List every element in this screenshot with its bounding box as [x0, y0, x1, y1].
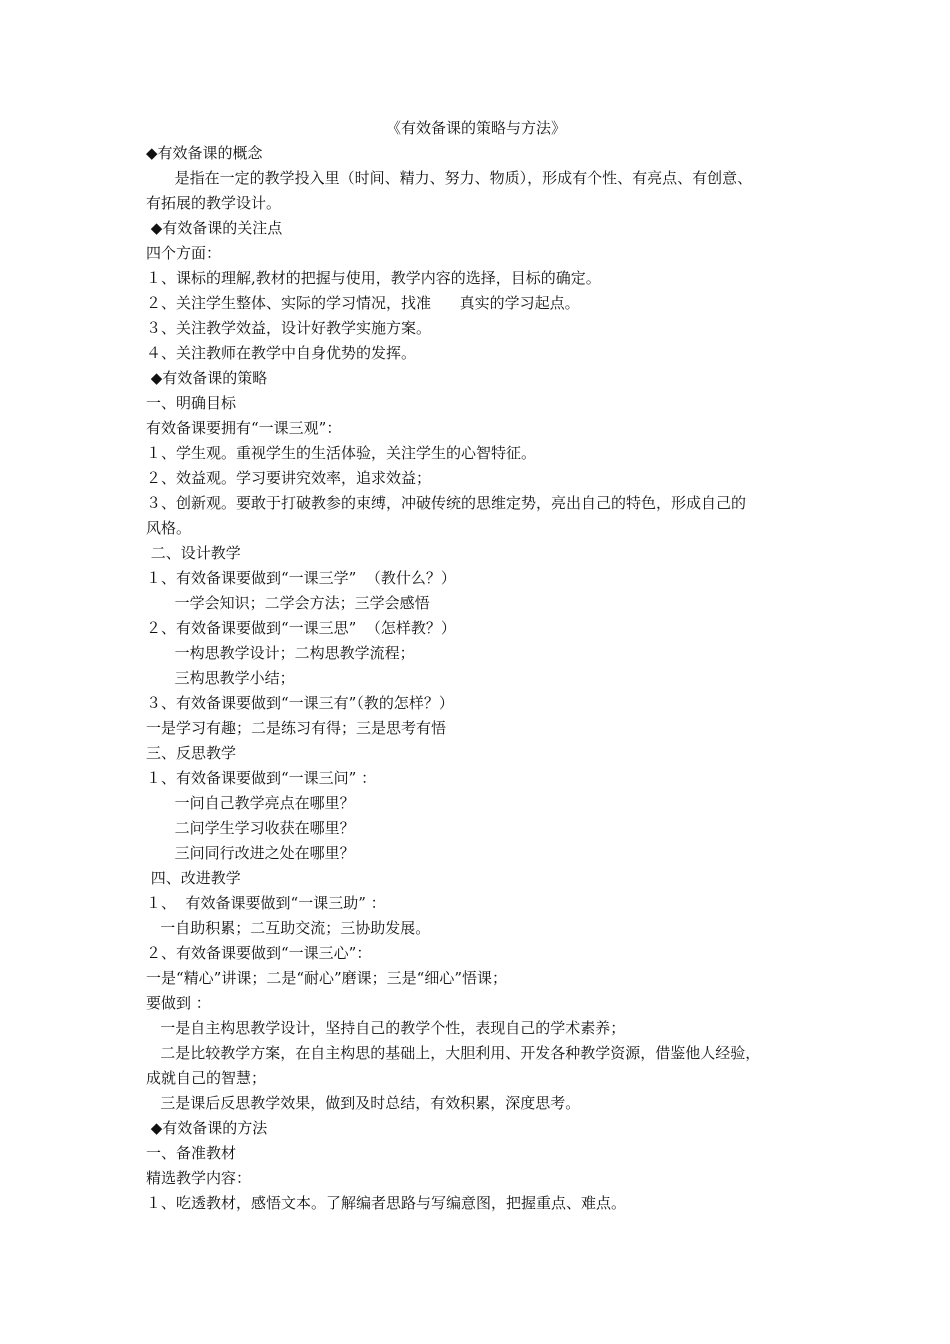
paragraph-line: 精选教学内容：: [146, 1169, 252, 1187]
subheading: 三、反思教学: [146, 744, 237, 762]
paragraph-line: 三构思教学小结；: [146, 669, 295, 687]
paragraph-line: 三问同行改进之处在哪里？: [146, 844, 355, 862]
paragraph-line: 一是自主构思教学设计，坚持自己的教学个性，表现自己的学术素养；: [146, 1019, 626, 1037]
section-heading-concept: ◆有效备课的概念: [146, 144, 263, 162]
paragraph-line: 有效备课要拥有“一课三观”：: [146, 419, 342, 437]
section-heading-method: ◆有效备课的方法: [146, 1119, 268, 1137]
paragraph-line: 一学会知识；二学会方法；三学会感悟: [146, 594, 430, 612]
subheading: 二、设计教学: [146, 544, 241, 562]
list-item: ３、创新观。要敢于打破教参的束缚，冲破传统的思维定势，亮出自己的特色，形成自己的: [146, 494, 747, 512]
paragraph-line: 一构思教学设计；二构思教学流程；: [146, 644, 415, 662]
subheading: 四、改进教学: [146, 869, 241, 887]
paragraph-line: 有拓展的教学设计。: [146, 194, 282, 212]
list-item: １、课标的理解,教材的把握与使用，教学内容的选择，目标的确定。: [146, 269, 601, 287]
list-item: ２、有效备课要做到“一课三心”：: [146, 944, 372, 962]
document-title: 《有效备课的策略与方法》: [385, 119, 566, 137]
list-item: １、吃透教材，感悟文本。了解编者思路与写编意图，把握重点、难点。: [146, 1194, 627, 1212]
subheading: 一、备准教材: [146, 1144, 237, 1162]
paragraph-line: 二问学生学习收获在哪里？: [146, 819, 355, 837]
paragraph-line: 一是学习有趣；二是练习有得；三是思考有悟: [146, 719, 447, 737]
list-item: ４、关注教师在教学中自身优势的发挥。: [146, 344, 417, 362]
paragraph-line: 一是“精心”讲课；二是“耐心”磨课；三是“细心”悟课；: [146, 969, 508, 987]
paragraph-line: 四个方面：: [146, 244, 222, 262]
list-item: ３、关注教学效益，设计好教学实施方案。: [146, 319, 432, 337]
paragraph-line: 是指在一定的教学投入里（时间、精力、努力、物质），形成有个性、有亮点、有创意、: [146, 169, 753, 187]
list-item: ２、效益观。学习要讲究效率，追求效益；: [146, 469, 432, 487]
list-item: １、有效备课要做到“一课三学” （教什么？）: [146, 569, 456, 587]
paragraph-line: 风格。: [146, 519, 192, 537]
list-item: １、学生观。重视学生的生活体验，关注学生的心智特征。: [146, 444, 537, 462]
paragraph-line: 一问自己教学亮点在哪里？: [146, 794, 355, 812]
paragraph-line: 一自助积累；二互助交流；三协助发展。: [146, 919, 431, 937]
list-item: ３、有效备课要做到“一课三有”（教的怎样？）: [146, 694, 454, 712]
list-item: １、 有效备课要做到“一课三助” ：: [146, 894, 386, 912]
section-heading-strategy: ◆有效备课的策略: [146, 369, 268, 387]
paragraph-line: 二是比较教学方案，在自主构思的基础上，大胆利用、开发各种教学资源，借鉴他人经验，: [146, 1044, 761, 1062]
list-item: ２、关注学生整体、实际的学习情况，找准 真实的学习起点。: [146, 294, 580, 312]
paragraph-line: 要做到 ：: [146, 994, 211, 1012]
paragraph-line: 三是课后反思教学效果，做到及时总结，有效积累，深度思考。: [146, 1094, 581, 1112]
subheading: 一、明确目标: [146, 394, 237, 412]
section-heading-focus: ◆有效备课的关注点: [146, 219, 283, 237]
paragraph-line: 成就自己的智慧；: [146, 1069, 267, 1087]
list-item: ２、有效备课要做到“一课三思” （怎样教？）: [146, 619, 456, 637]
list-item: １、有效备课要做到“一课三问” ：: [146, 769, 377, 787]
